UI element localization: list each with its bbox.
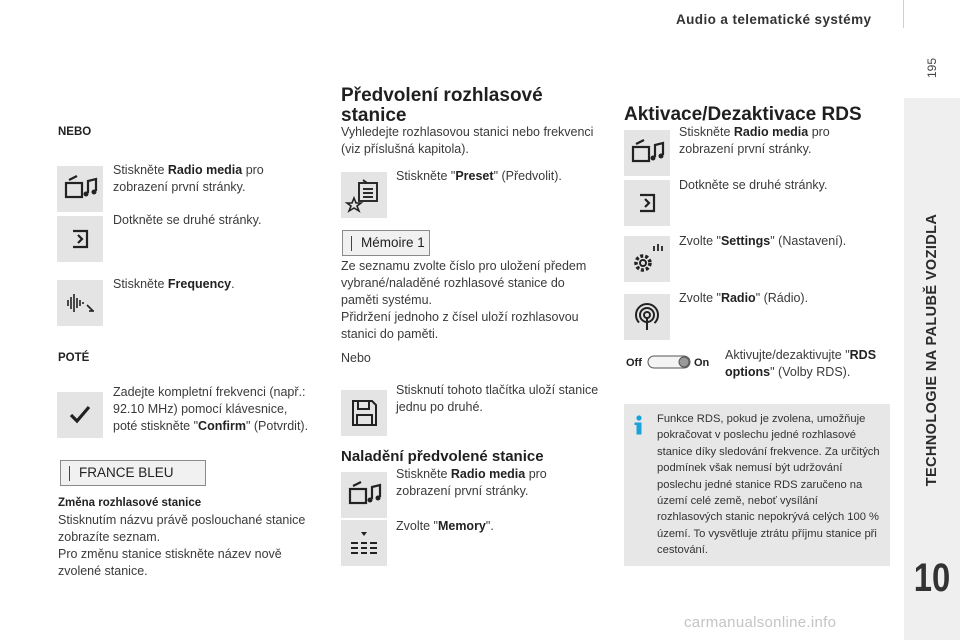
settings-gear-icon bbox=[624, 236, 670, 282]
memory-chip[interactable]: Mémoire 1 bbox=[342, 230, 430, 256]
nebo-label: NEBO bbox=[58, 126, 92, 138]
rds-title: Aktivace/Dezaktivace RDS bbox=[624, 104, 862, 125]
toggle-on-label: On bbox=[694, 357, 710, 369]
side-tab-text: TECHNOLOGIE NA PALUBĚ VOZIDLA bbox=[924, 213, 940, 487]
radio-media-icon-2 bbox=[341, 472, 387, 518]
check-icon bbox=[57, 392, 103, 438]
preset-list-text: Ze seznamu zvolte číslo pro uložení předem vybrané/naladěné rozhlasové stanice do paměti systému. Přidržení jednoho z čísel uloží rozhlasovou stanici do paměti. bbox=[341, 259, 587, 341]
save-text: Stisknutí tohoto tlačítka uloží stanice jednu po druhé. bbox=[396, 383, 599, 414]
header-divider bbox=[903, 0, 904, 28]
preset-step3-text: Zvolte "Memory". bbox=[396, 519, 494, 533]
col1-step1-text: Stiskněte Radio media pro zobrazení první stránky. bbox=[113, 163, 264, 194]
toggle-off-label: Off bbox=[626, 357, 642, 369]
rds-step3-text: Zvolte "Settings" (Nastavení). bbox=[679, 234, 847, 248]
preset-title: Předvolení rozhlasové stanice bbox=[341, 85, 543, 126]
change-station-text: Stisknutím názvu právě poslouchané stanice zobrazíte seznam. Pro změnu stanice stiskněte název nově zvolené stanice. bbox=[58, 513, 306, 578]
info-icon bbox=[630, 414, 648, 436]
info-text: Funkce RDS, pokud je zvolena, umožňuje pokračovat v poslechu jedné rozhlasové stanice díky sledování frekvence. Za určitých podmínek však nemusí být udržování poslechu jedné stanice RDS zaručeno na území celé země, neboť vysílání rozhlasových stanic nepokrývá celých 100 % území. To vysvětluje ztrátu příjmu stanice při cestování. bbox=[657, 413, 880, 557]
frequency-icon bbox=[57, 280, 103, 326]
preset-step1-text: Stiskněte "Preset" (Předvolit). bbox=[396, 169, 562, 183]
radio-media-icon bbox=[57, 166, 103, 212]
rds-step5-text: Aktivujte/dezaktivujte "RDS options" (Volby RDS). bbox=[725, 348, 877, 379]
rds-step4-text: Zvolte "Radio" (Rádio). bbox=[679, 291, 809, 305]
header-title: Audio a telematické systémy bbox=[676, 12, 872, 27]
rds-step2-text: Dotkněte se druhé stránky. bbox=[679, 178, 828, 192]
pote-label: POTÉ bbox=[58, 352, 90, 364]
watermark: carmanualsonline.info bbox=[684, 614, 837, 631]
change-station-heading: Změna rozhlasové stanice bbox=[58, 497, 202, 509]
page-icon bbox=[57, 216, 103, 262]
col1-step4-text: Zadejte kompletní frekvenci (např.: 92.10 MHz) pomocí klávesnice, poté stiskněte "Confirm" (Potvrdit). bbox=[113, 385, 309, 433]
memory-list-icon bbox=[341, 520, 387, 566]
radio-signal-icon bbox=[624, 294, 670, 340]
page-icon-2 bbox=[624, 180, 670, 226]
station-chip-france-bleu[interactable]: FRANCE BLEU bbox=[60, 460, 206, 486]
rds-step1-text: Stiskněte Radio media pro zobrazení první stránky. bbox=[679, 125, 830, 156]
preset-subtitle: Naladění předvolené stanice bbox=[341, 448, 544, 465]
preset-nebo: Nebo bbox=[341, 351, 371, 365]
preset-star-icon bbox=[341, 172, 387, 218]
preset-intro: Vyhledejte rozhlasovou stanici nebo frekvenci (viz příslušná kapitola). bbox=[341, 125, 594, 156]
radio-media-icon-3 bbox=[624, 130, 670, 176]
chapter-number: 10 bbox=[913, 556, 951, 600]
col1-step2-text: Dotkněte se druhé stránky. bbox=[113, 213, 262, 227]
save-icon bbox=[341, 390, 387, 436]
rds-toggle[interactable] bbox=[622, 351, 710, 373]
preset-step2-text: Stiskněte Radio media pro zobrazení první stránky. bbox=[396, 467, 547, 498]
col1-step3-text: Stiskněte Frequency. bbox=[113, 277, 235, 291]
page-number: 195 bbox=[925, 57, 939, 79]
